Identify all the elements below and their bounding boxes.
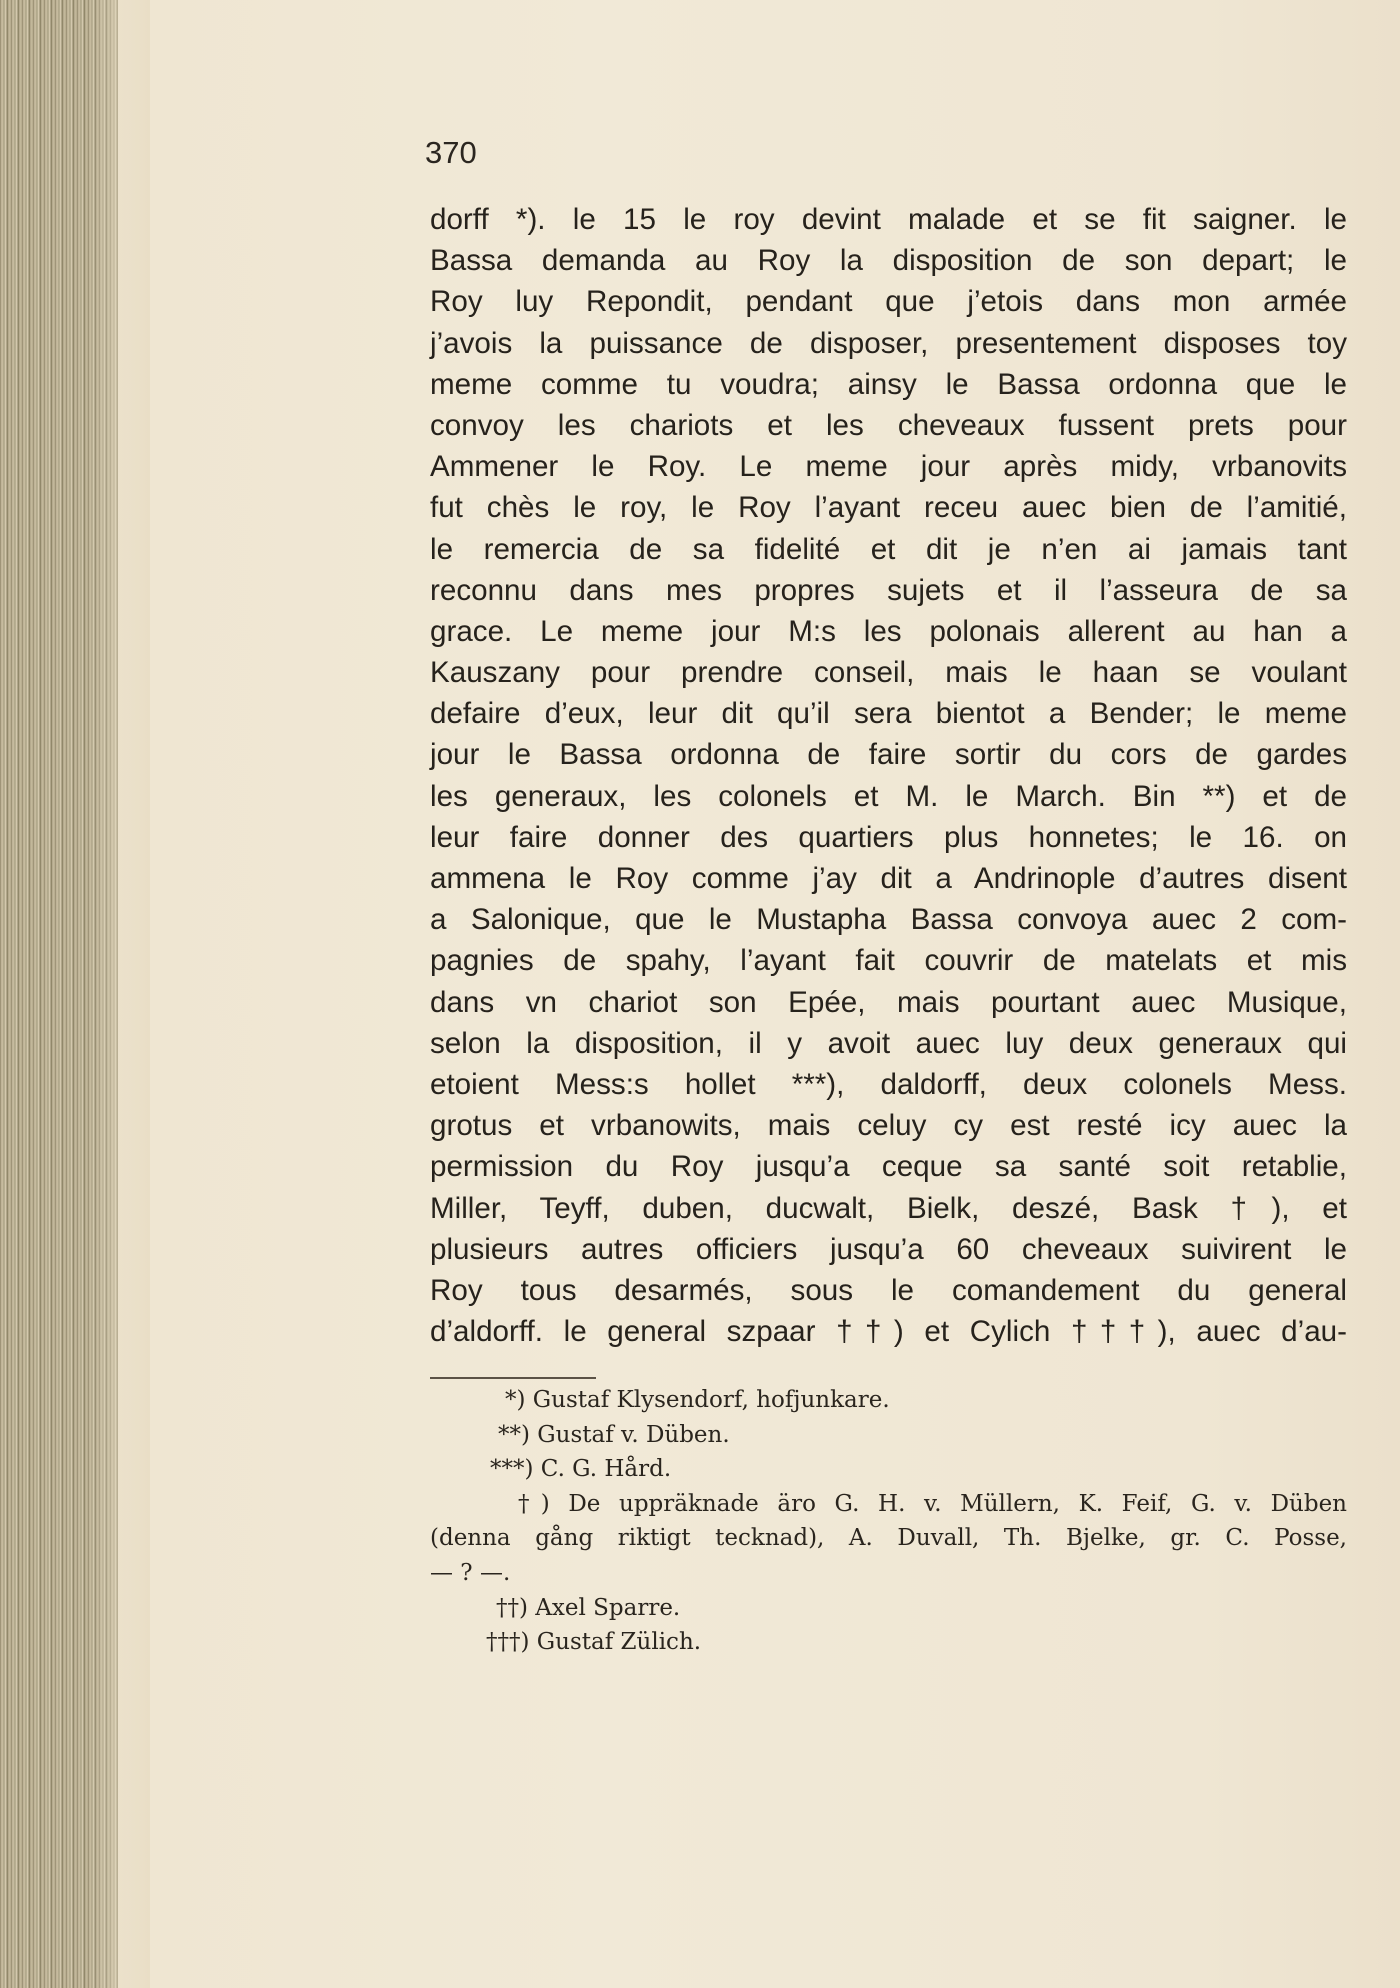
body-line: les generaux, les colonels et M. le March. Bin **) et de <box>430 779 1347 813</box>
body-line: grotus et vrbanowits, mais celuy cy est resté icy auec la <box>430 1109 1347 1143</box>
body-line: permission du Roy jusqu’a ceque sa santé soit retablie, <box>430 1150 1347 1184</box>
body-line: j’avois la puissance de disposer, presentement disposes toy <box>430 326 1347 360</box>
body-line: grace. Le meme jour M:s les polonais allerent au han a <box>430 614 1347 648</box>
body-line: Ammener le Roy. Le meme jour après midy, vrbanovits <box>430 450 1347 484</box>
body-line: fut chès le roy, le Roy l’ayant receu auec bien de l’amitié, <box>430 491 1347 525</box>
body-line: le remercia de sa fidelité et dit je n’en ai jamais tant <box>430 532 1347 566</box>
body-line: dorff *). le 15 le roy devint malade et se fit saigner. le <box>430 203 1347 236</box>
body-line: meme comme tu voudra; ainsy le Bassa ordonna que le <box>430 367 1347 401</box>
body-line: etoient Mess:s hollet ***), daldorff, deux colonels Mess. <box>430 1067 1347 1101</box>
body-line: dans vn chariot son Epée, mais pourtant auec Musique, <box>430 985 1347 1019</box>
footnote-5: ††) Axel Sparre. <box>496 1594 681 1621</box>
page-number: 370 <box>425 135 477 170</box>
body-line: reconnu dans mes propres sujets et il l’asseura de sa <box>430 573 1347 607</box>
body-text <box>430 199 1347 1352</box>
footnote-4-line-2: (denna gång riktigt tecknad), A. Duvall, Th. Bjelke, gr. C. Posse, <box>430 1525 1347 1552</box>
body-line: Roy luy Repondit, pendant que j’etois dans mon armée <box>430 285 1347 319</box>
body-line: jour le Bassa ordonna de faire sortir du cors de gardes <box>430 738 1347 772</box>
body-line: leur faire donner des quartiers plus honnetes; le 16. on <box>430 820 1347 854</box>
body-line: Bassa demanda au Roy la disposition de son depart; le <box>430 244 1347 278</box>
body-line: convoy les chariots et les cheveaux fussent prets pour <box>430 408 1347 442</box>
footnote-divider <box>430 1377 596 1379</box>
body-line: selon la disposition, il y avoit auec luy deux generaux qui <box>430 1026 1347 1060</box>
footnotes <box>430 1383 1347 1660</box>
body-line: a Salonique, que le Mustapha Bassa convoya auec 2 com- <box>430 903 1347 937</box>
body-line: plusieurs autres officiers jusqu’a 60 cheveaux suivirent le <box>430 1232 1347 1266</box>
body-line: ammena le Roy comme j’ay dit a Andrinople d’autres disent <box>430 862 1347 895</box>
body-line: Roy tous desarmés, sous le comandement du general <box>430 1273 1347 1307</box>
footnote-4-line-1: †) De uppräknade äro G. H. v. Müllern, K. Feif, G. v. Düben <box>518 1490 1347 1517</box>
footnote-4-line-3: — ? —. <box>430 1559 511 1586</box>
body-line: defaire d’eux, leur dit qu’il sera bientot a Bender; le meme <box>430 697 1347 731</box>
body-line: pagnies de spahy, l’ayant fait couvrir de matelats et mis <box>430 944 1347 978</box>
body-line: d’aldorff. le general szpaar ††) et Cylich †††), auec d’au- <box>430 1315 1347 1349</box>
spine-shadow <box>90 0 150 1988</box>
footnote-1: *) Gustaf Klysendorf, hofjunkare. <box>505 1387 890 1413</box>
footnote-6: †††) Gustaf Zülich. <box>486 1629 702 1656</box>
body-line: Miller, Teyff, duben, ducwalt, Bielk, deszé, Bask †), et <box>430 1191 1347 1225</box>
body-line: Kauszany pour prendre conseil, mais le haan se voulant <box>430 656 1347 690</box>
footnote-2: **) Gustaf v. Düben. <box>498 1421 730 1448</box>
footnote-3: ***) C. G. Hård. <box>490 1456 672 1483</box>
